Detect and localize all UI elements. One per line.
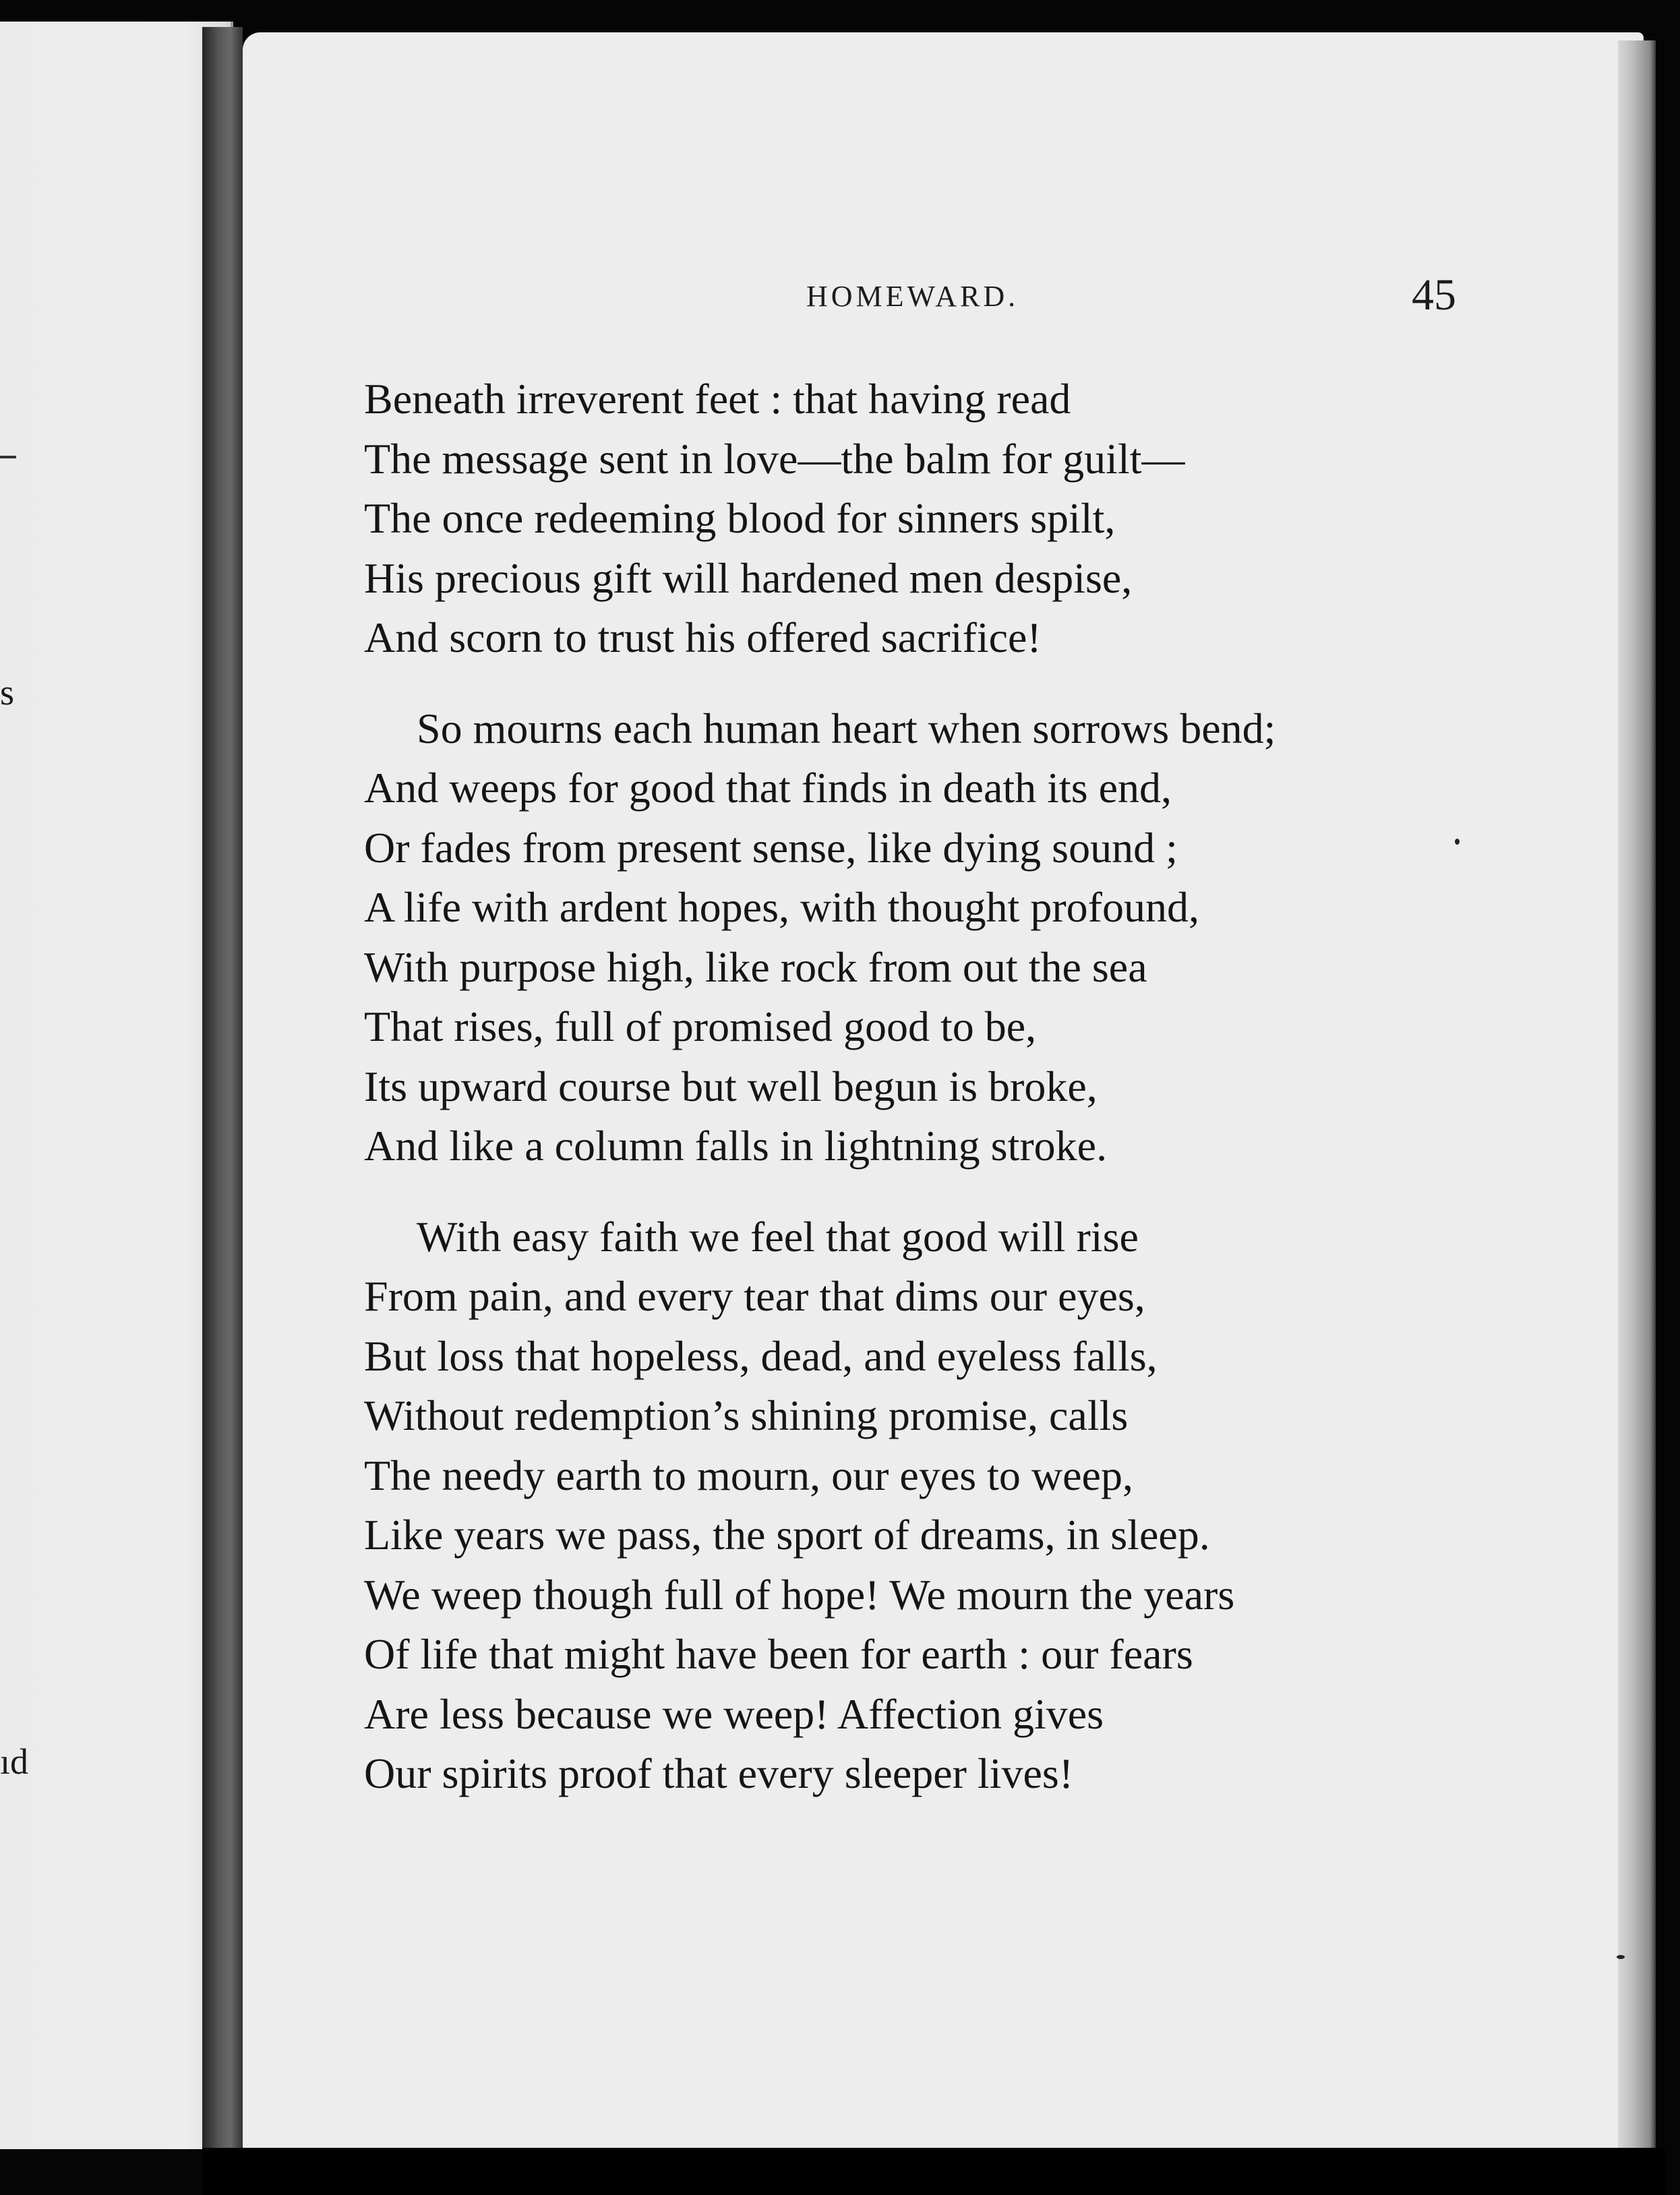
left-page-dash-fragment	[0, 456, 16, 458]
poem-line: And scorn to trust his offered sacrifice!	[364, 613, 1042, 661]
running-head: HOMEWARD.	[806, 280, 1019, 313]
poem-line: Are less because we weep! Affection gives	[364, 1689, 1104, 1738]
book-gutter	[202, 27, 243, 2157]
poem-text	[364, 369, 1510, 1835]
left-page	[0, 22, 233, 2149]
poem-line: Like years we pass, the sport of dreams, in sleep.	[364, 1511, 1210, 1559]
poem-line: The once redeeming blood for sinners spilt,	[364, 494, 1116, 542]
poem-line: Beneath irreverent feet : that having read	[364, 375, 1071, 423]
poem-line: Of life that might have been for earth : our fears	[364, 1630, 1193, 1678]
poem-line: And like a column falls in lightning stroke.	[364, 1122, 1108, 1170]
poem-line: We weep though full of hope! We mourn the years	[364, 1570, 1235, 1619]
poem-line: With easy faith we feel that good will rise	[417, 1212, 1139, 1261]
poem-line: Or fades from present sense, like dying sound ;	[364, 823, 1178, 872]
stanza	[364, 369, 1510, 668]
bottom-shadow	[202, 2148, 1665, 2195]
page-number: 45	[1412, 270, 1456, 320]
left-page-fragment-ad: ıd	[0, 1741, 29, 1782]
ink-speck	[1617, 1955, 1625, 1959]
poem-line: His precious gift will hardened men despise,	[364, 553, 1133, 602]
poem-line: The message sent in love—the balm for guilt—	[364, 434, 1185, 483]
poem-line: With purpose high, like rock from out the sea	[364, 942, 1147, 991]
ink-speck	[1455, 839, 1460, 845]
poem-line: So mourns each human heart when sorrows bend;	[417, 704, 1276, 752]
right-page-edge	[1618, 40, 1656, 2157]
stanza	[364, 1207, 1510, 1804]
poem-line: Its upward course but well begun is broke,	[364, 1062, 1098, 1110]
poem-line: But loss that hopeless, dead, and eyeless falls,	[364, 1331, 1158, 1380]
poem-line: A life with ardent hopes, with thought profound,	[364, 883, 1199, 931]
poem-line: And weeps for good that finds in death its end,	[364, 764, 1172, 812]
poem-line: Our spirits proof that every sleeper lives!	[364, 1749, 1074, 1797]
poem-line: Without redemption’s shining promise, calls	[364, 1391, 1129, 1439]
left-page-fragment-s: s	[0, 672, 15, 713]
poem-line: The needy earth to mourn, our eyes to weep,	[364, 1451, 1133, 1499]
poem-line: From pain, and every tear that dims our eyes,	[364, 1272, 1145, 1320]
poem-line: That rises, full of promised good to be,	[364, 1002, 1037, 1050]
stanza	[364, 699, 1510, 1176]
